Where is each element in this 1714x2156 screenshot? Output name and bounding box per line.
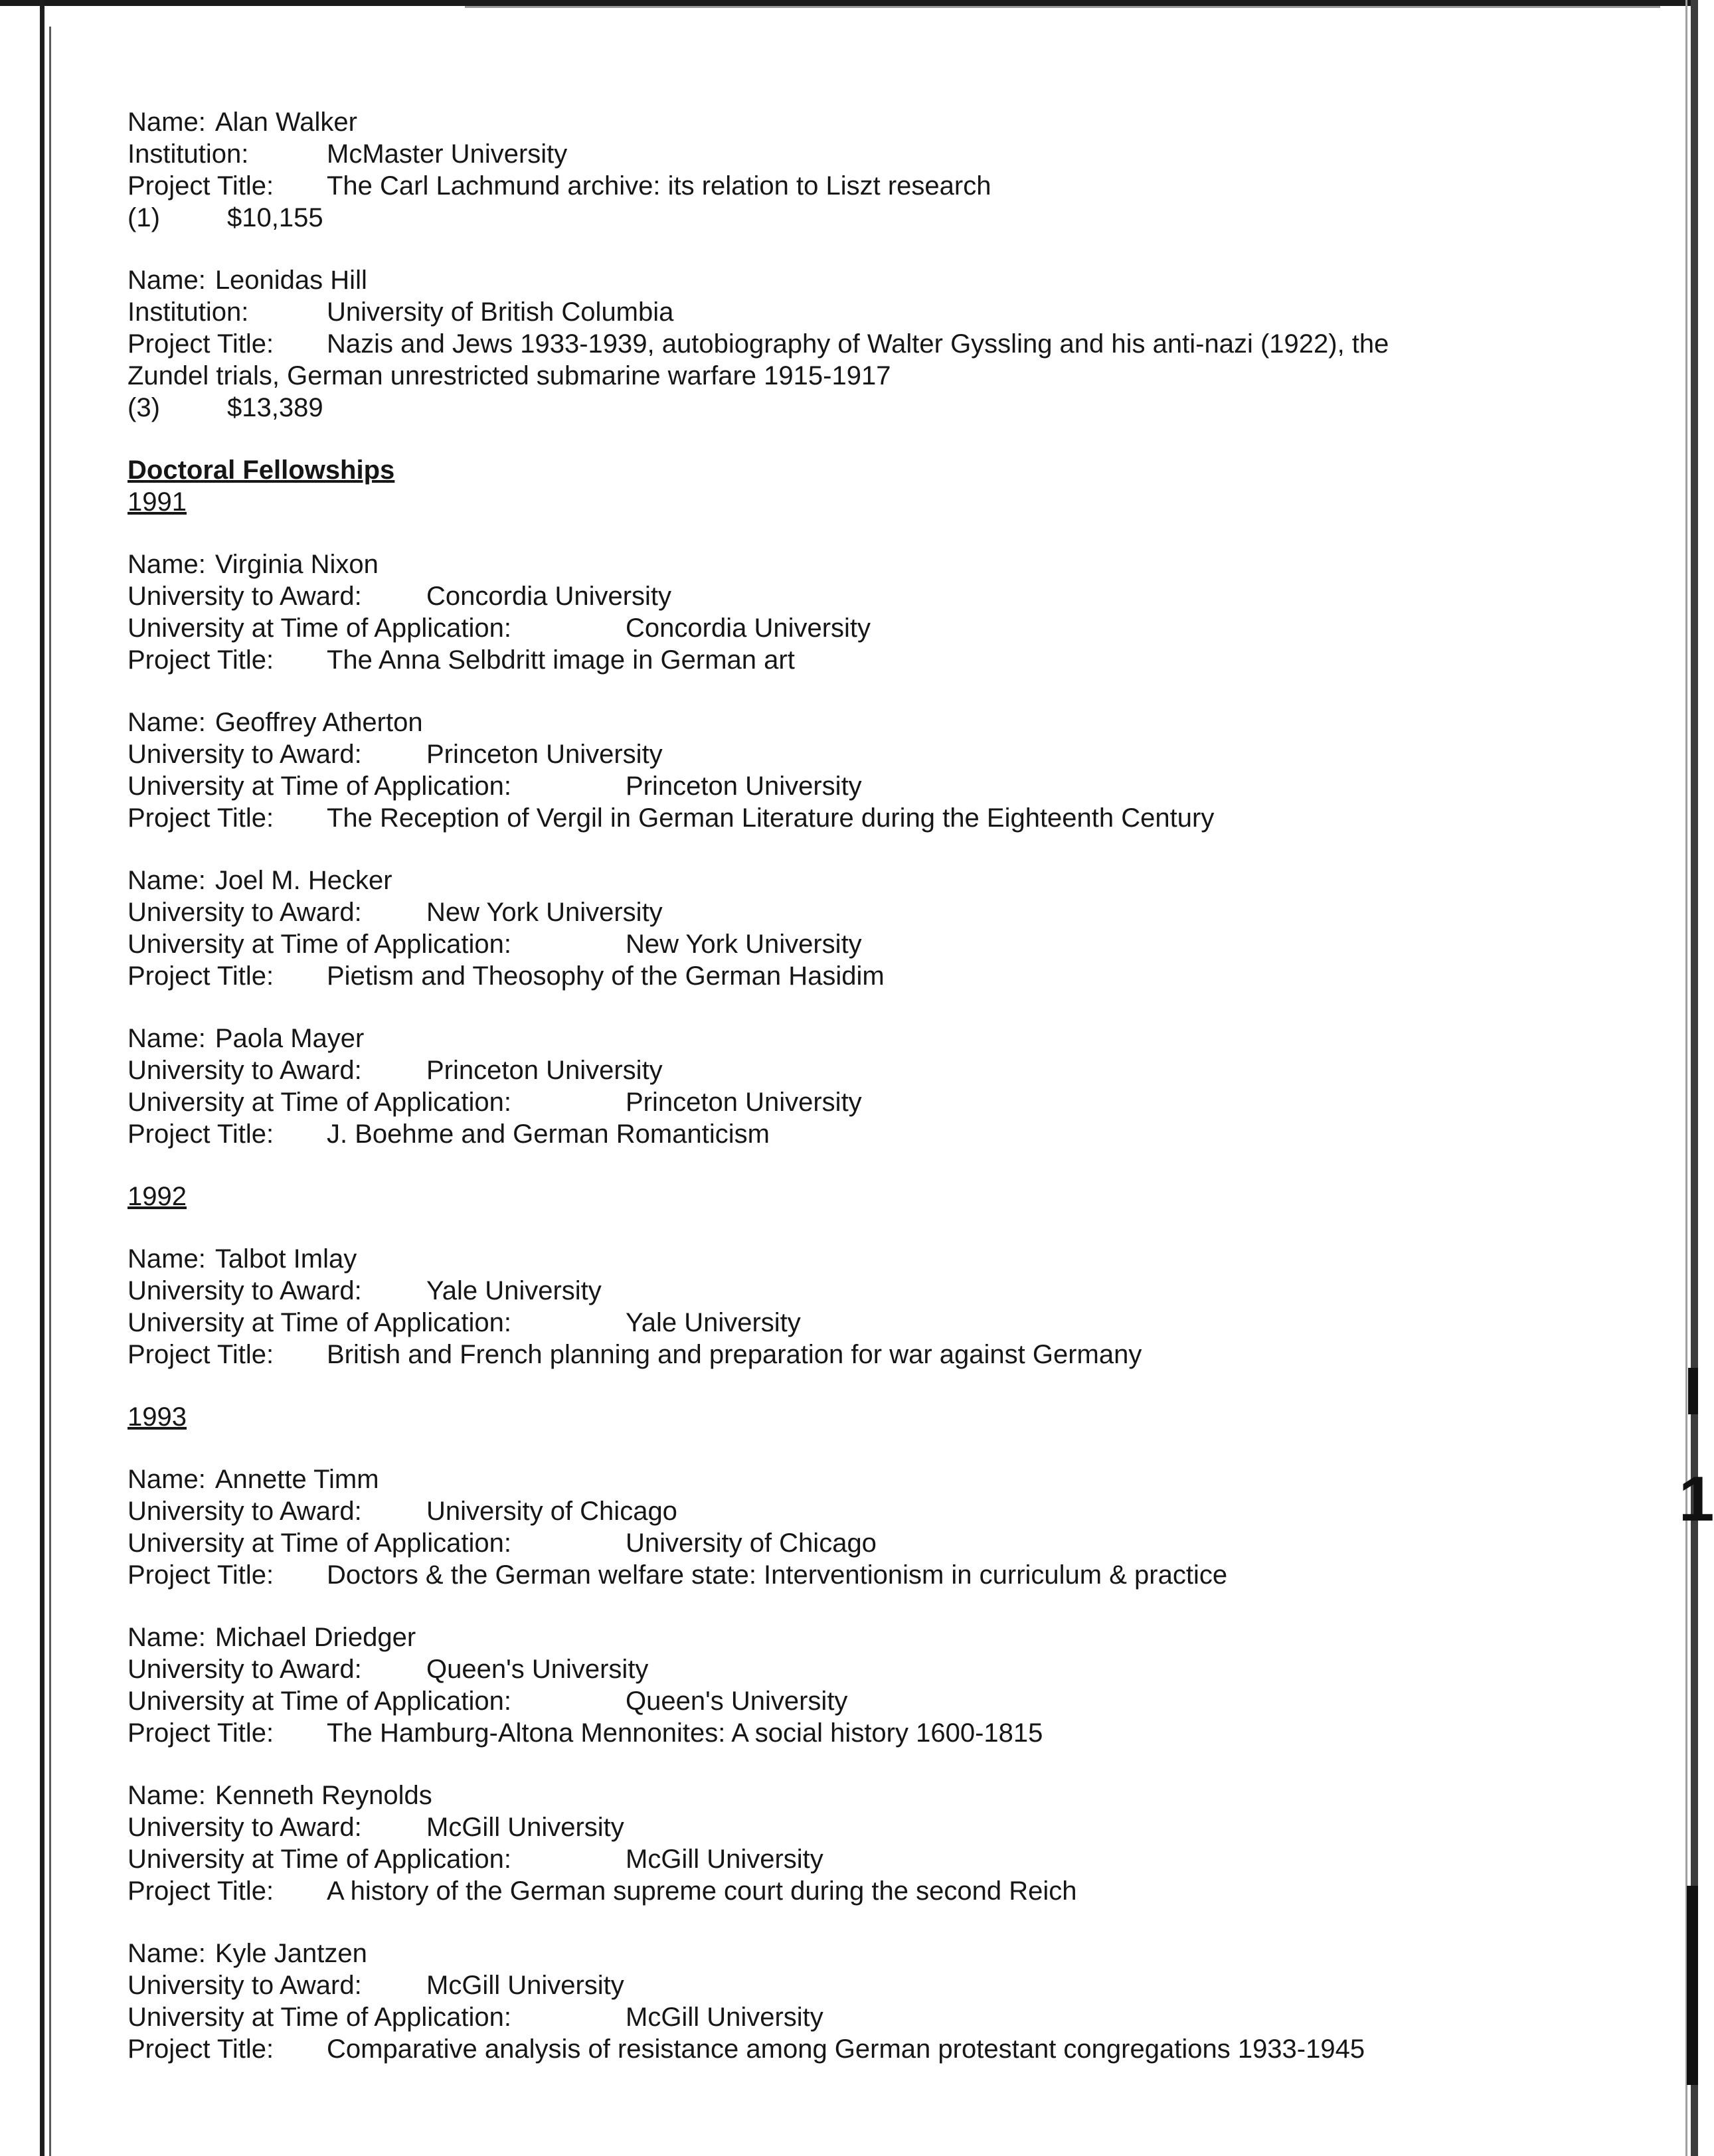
- year-heading: 1992: [128, 1182, 187, 1211]
- fellowship-entry: [128, 1621, 1655, 1749]
- name-line: [128, 1463, 1655, 1495]
- project-label: Project Title:: [128, 645, 274, 675]
- name-label: Name:: [128, 1244, 206, 1274]
- time-value: Princeton University: [626, 772, 862, 801]
- project-label: Project Title:: [128, 1560, 274, 1590]
- time-label: University at Time of Application:: [128, 614, 512, 643]
- name-value: Virginia Nixon: [214, 550, 379, 579]
- project-label: Project Title:: [128, 1718, 274, 1748]
- fellowship-entry: [128, 1243, 1655, 1370]
- time-line: [128, 1307, 1655, 1339]
- name-label: Name:: [128, 708, 206, 737]
- award-line: [128, 580, 1655, 612]
- project-line: [128, 1118, 1655, 1150]
- project-line: [128, 328, 1456, 392]
- award-line: [128, 1495, 1655, 1527]
- time-line: [128, 1843, 1655, 1875]
- award-value: Princeton University: [426, 1056, 663, 1085]
- project-line: [128, 2033, 1655, 2065]
- name-label: Name:: [128, 866, 206, 895]
- time-line: [128, 2001, 1655, 2033]
- name-label: Name:: [128, 1623, 206, 1652]
- award-label: University to Award:: [128, 582, 362, 611]
- project-line: [128, 802, 1655, 834]
- name-line: [128, 865, 1655, 896]
- project-line: [128, 1717, 1655, 1749]
- name-value: Talbot Imlay: [214, 1244, 357, 1274]
- award-label: University to Award:: [128, 1655, 362, 1684]
- award-value: Yale University: [426, 1276, 602, 1305]
- time-value: Queen's University: [626, 1687, 848, 1716]
- amount-value: $10,155: [227, 203, 323, 232]
- name-label: Name:: [128, 1781, 206, 1810]
- time-label: University at Time of Application:: [128, 2003, 512, 2032]
- institution-line: [128, 138, 1655, 170]
- amount-line: [128, 202, 1655, 234]
- award-value: Queen's University: [426, 1655, 649, 1684]
- project-value: The Hamburg-Altona Mennonites: A social history 1600-1815: [327, 1718, 1043, 1748]
- scan-right-edge: [1691, 0, 1698, 2156]
- project-value: J. Boehme and German Romanticism: [327, 1119, 770, 1149]
- project-value: Doctors & the German welfare state: Interventionism in curriculum & practice: [327, 1560, 1228, 1590]
- name-line: [128, 1023, 1655, 1054]
- fellowship-entry: [128, 865, 1655, 992]
- award-label: University to Award:: [128, 1813, 362, 1842]
- name-label: Name:: [128, 108, 206, 137]
- award-label: University to Award:: [128, 740, 362, 769]
- institution-line: [128, 296, 1655, 328]
- name-label: Name:: [128, 1939, 206, 1968]
- scan-right-mark-top: [1688, 1368, 1698, 1414]
- name-value: Annette Timm: [214, 1465, 379, 1494]
- time-label: University at Time of Application:: [128, 1687, 512, 1716]
- name-value: Joel M. Hecker: [214, 866, 392, 895]
- project-line: [128, 170, 1655, 202]
- award-line: [128, 738, 1655, 770]
- name-line: [128, 106, 1655, 138]
- year-heading: 1993: [128, 1402, 187, 1432]
- fellowship-entry: [128, 548, 1655, 676]
- fellowship-entry: [128, 1938, 1655, 2065]
- time-label: University at Time of Application:: [128, 1845, 512, 1874]
- time-line: [128, 770, 1655, 802]
- project-label: Project Title:: [128, 1340, 274, 1369]
- institution-label: Institution:: [128, 297, 249, 327]
- fellowship-entry: [128, 1463, 1655, 1591]
- project-label: Project Title:: [128, 2034, 274, 2064]
- project-label: Project Title:: [128, 171, 274, 201]
- project-label: Project Title:: [128, 961, 274, 991]
- award-line: [128, 1969, 1655, 2001]
- award-label: University to Award:: [128, 1056, 362, 1085]
- fellowship-entry: [128, 1023, 1655, 1150]
- award-value: New York University: [426, 898, 663, 927]
- year-heading: 1991: [128, 487, 187, 517]
- award-line: [128, 1275, 1655, 1307]
- award-line: [128, 896, 1655, 928]
- name-line: [128, 1621, 1655, 1653]
- award-line: [128, 1054, 1655, 1086]
- award-line: [128, 1811, 1655, 1843]
- time-value: New York University: [626, 930, 862, 959]
- time-line: [128, 612, 1655, 644]
- project-label: Project Title:: [128, 803, 274, 833]
- name-line: [128, 264, 1655, 296]
- award-value: Princeton University: [426, 740, 663, 769]
- name-value: Kenneth Reynolds: [214, 1781, 432, 1810]
- name-line: [128, 1243, 1655, 1275]
- time-line: [128, 1527, 1655, 1559]
- name-value: Geoffrey Atherton: [214, 708, 423, 737]
- count-value: (1): [128, 203, 160, 232]
- project-value: Comparative analysis of resistance among German protestant congregations 1933-1945: [327, 2034, 1365, 2064]
- scan-left-edge: [40, 0, 44, 2156]
- award-label: University to Award:: [128, 898, 362, 927]
- grant-entry: [128, 106, 1655, 234]
- amount-value: $13,389: [227, 393, 323, 422]
- project-line: [128, 1339, 1655, 1370]
- award-value: Concordia University: [426, 582, 672, 611]
- project-value: The Carl Lachmund archive: its relation to Liszt research: [327, 171, 991, 201]
- scan-right-mark-bottom: [1687, 1886, 1698, 2085]
- document-body: [128, 106, 1655, 2096]
- project-value: Pietism and Theosophy of the German Hasidim: [327, 961, 885, 991]
- time-line: [128, 928, 1655, 960]
- award-value: McGill University: [426, 1813, 624, 1842]
- institution-value: McMaster University: [327, 139, 568, 169]
- award-label: University to Award:: [128, 1276, 362, 1305]
- time-value: Concordia University: [626, 614, 871, 643]
- time-value: McGill University: [626, 2003, 823, 2032]
- name-label: Name:: [128, 550, 206, 579]
- time-line: [128, 1086, 1655, 1118]
- time-value: Princeton University: [626, 1088, 862, 1117]
- institution-value: University of British Columbia: [327, 297, 674, 327]
- grant-entry: [128, 264, 1655, 424]
- award-label: University to Award:: [128, 1971, 362, 2000]
- time-line: [128, 1685, 1655, 1717]
- count-value: (3): [128, 393, 160, 422]
- project-value: The Reception of Vergil in German Literature during the Eighteenth Century: [327, 803, 1215, 833]
- time-label: University at Time of Application:: [128, 1308, 512, 1337]
- time-value: University of Chicago: [626, 1529, 877, 1558]
- award-line: [128, 1653, 1655, 1685]
- section-heading: Doctoral Fellowships: [128, 456, 395, 485]
- name-value: Alan Walker: [214, 108, 357, 137]
- name-value: Paola Mayer: [214, 1024, 365, 1053]
- project-label: Project Title:: [128, 1119, 274, 1149]
- name-line: [128, 1780, 1655, 1811]
- project-line: [128, 1875, 1655, 1907]
- project-line: [128, 644, 1655, 676]
- project-value: Nazis and Jews 1933-1939, autobiography of Walter Gyssling and his anti-nazi (1922), the Zundel trials, German unrestricted submarine warfare 1915-1917: [128, 329, 1389, 390]
- project-label: Project Title:: [128, 1876, 274, 1906]
- time-value: Yale University: [626, 1308, 801, 1337]
- project-line: [128, 1559, 1655, 1591]
- name-value: Leonidas Hill: [214, 266, 367, 295]
- time-label: University at Time of Application:: [128, 1088, 512, 1117]
- name-value: Michael Driedger: [214, 1623, 416, 1652]
- time-value: McGill University: [626, 1845, 823, 1874]
- award-value: University of Chicago: [426, 1497, 677, 1526]
- project-value: British and French planning and preparation for war against Germany: [327, 1340, 1142, 1369]
- name-line: [128, 706, 1655, 738]
- fellowship-entry: [128, 706, 1655, 834]
- award-value: McGill University: [426, 1971, 624, 2000]
- time-label: University at Time of Application:: [128, 772, 512, 801]
- time-label: University at Time of Application:: [128, 1529, 512, 1558]
- award-label: University to Award:: [128, 1497, 362, 1526]
- name-value: Kyle Jantzen: [214, 1939, 367, 1968]
- margin-mark: 1: [1679, 1463, 1714, 1534]
- project-value: A history of the German supreme court during the second Reich: [327, 1876, 1077, 1906]
- name-label: Name:: [128, 1024, 206, 1053]
- time-label: University at Time of Application:: [128, 930, 512, 959]
- scan-top-edge: [0, 0, 1698, 6]
- project-line: [128, 960, 1655, 992]
- project-label: Project Title:: [128, 329, 274, 359]
- fellowship-entry: [128, 1780, 1655, 1907]
- scan-right-edge-inner: [1685, 0, 1687, 2156]
- scan-top-edge-fade: [465, 6, 1660, 8]
- name-label: Name:: [128, 266, 206, 295]
- institution-label: Institution:: [128, 139, 249, 169]
- scan-left-edge-inner: [49, 27, 51, 2156]
- name-label: Name:: [128, 1465, 206, 1494]
- project-value: The Anna Selbdritt image in German art: [327, 645, 795, 675]
- name-line: [128, 1938, 1655, 1969]
- amount-line: [128, 392, 1655, 424]
- name-line: [128, 548, 1655, 580]
